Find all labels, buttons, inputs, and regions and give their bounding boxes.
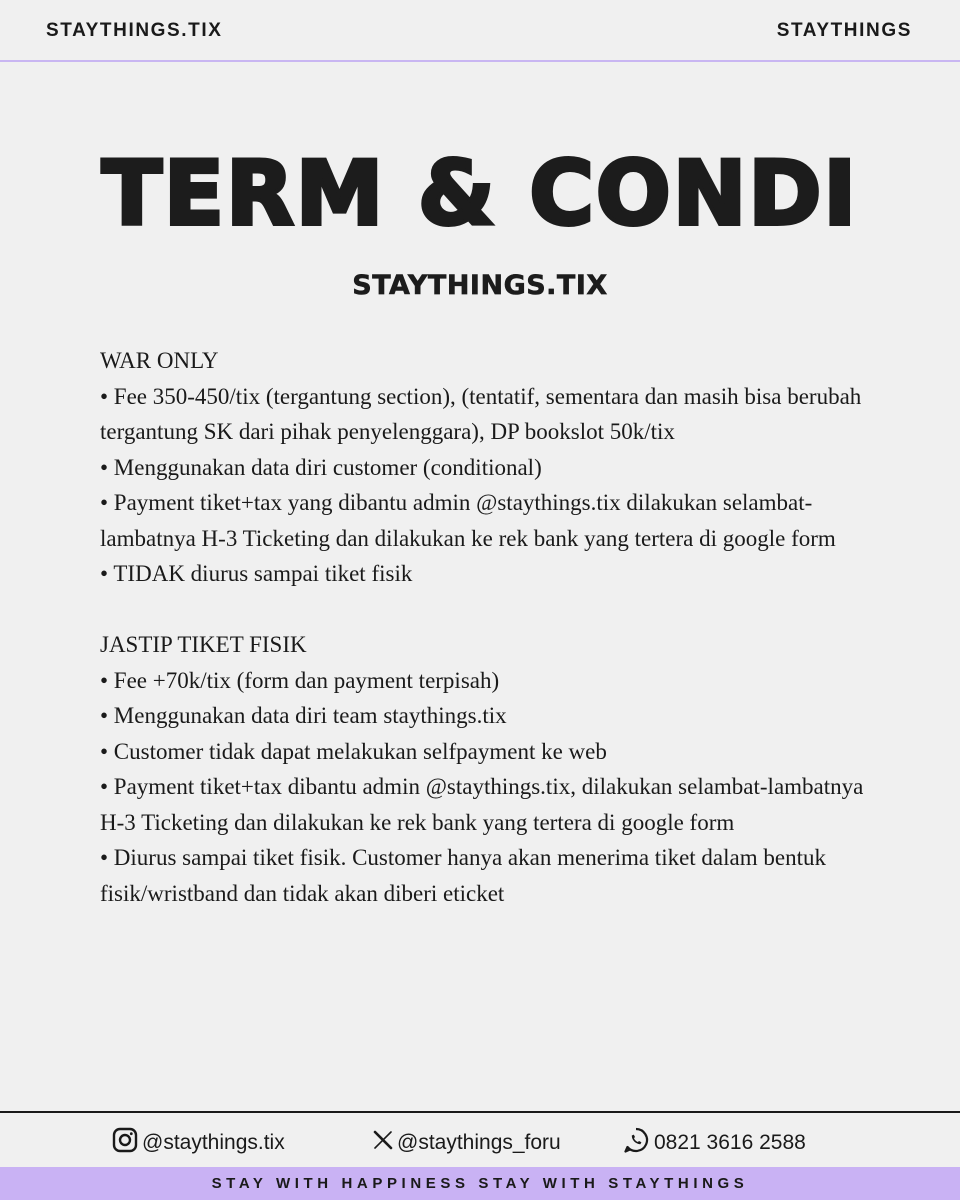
page-title: TERM & CONDI xyxy=(101,142,859,245)
instagram-icon xyxy=(112,1127,142,1159)
x-icon xyxy=(373,1130,397,1156)
footer-divider xyxy=(0,1111,960,1113)
header-brand-left: STAYTHINGS.TIX xyxy=(46,20,223,41)
footer-whatsapp[interactable] xyxy=(622,1126,806,1160)
terms-content xyxy=(100,343,880,911)
section-jastip-tiket-fisik xyxy=(100,627,880,911)
list-item: • Fee 350-450/tix (tergantung section), (tentatif, sementara dan masih bisa berubah tergantung SK dari pihak penyelenggara), DP bookslot 50k/tix xyxy=(100,383,862,444)
footer-instagram[interactable] xyxy=(112,1126,285,1160)
footer-x[interactable] xyxy=(373,1126,561,1160)
list-item: • Menggunakan data diri customer (conditional) xyxy=(100,454,542,480)
whatsapp-number: 0821 3616 2588 xyxy=(654,1131,806,1154)
section-war-only xyxy=(100,343,880,592)
header-brand-right: STAYTHINGS xyxy=(776,20,912,41)
tagline-banner: STAY WITH HAPPINESS STAY WITH STAYTHINGS xyxy=(0,1167,960,1200)
section-spacer xyxy=(100,592,880,628)
page-subtitle: STAYTHINGS.TIX xyxy=(352,270,608,301)
section-heading: WAR ONLY xyxy=(100,348,219,373)
x-handle: @staythings_foru xyxy=(397,1131,561,1154)
list-item: • TIDAK diurus sampai tiket fisik xyxy=(100,561,413,586)
list-item: • Menggunakan data diri team staythings.tix xyxy=(100,703,507,728)
instagram-handle: @staythings.tix xyxy=(142,1131,285,1154)
list-item: • Payment tiket+tax dibantu admin @staythings.tix, dilakukan selambat-lambatnya H-3 Ticketing dan dilakukan ke rek bank yang tertera di google form xyxy=(100,774,864,835)
list-item: • Payment tiket+tax yang dibantu admin @staythings.tix dilakukan selambat-lambatnya H-3 Ticketing dan dilakukan ke rek bank yang tertera di google form xyxy=(100,490,836,551)
list-item: • Customer tidak dapat melakukan selfpayment ke web xyxy=(100,738,607,764)
whatsapp-icon xyxy=(622,1126,654,1160)
top-bar xyxy=(0,0,960,62)
section-heading: JASTIP TIKET FISIK xyxy=(100,632,307,657)
list-item: • Fee +70k/tix (form dan payment terpisah) xyxy=(100,667,500,693)
list-item: • Diurus sampai tiket fisik. Customer hanya akan menerima tiket dalam bentuk fisik/wristband dan tidak akan diberi eticket xyxy=(100,845,826,906)
